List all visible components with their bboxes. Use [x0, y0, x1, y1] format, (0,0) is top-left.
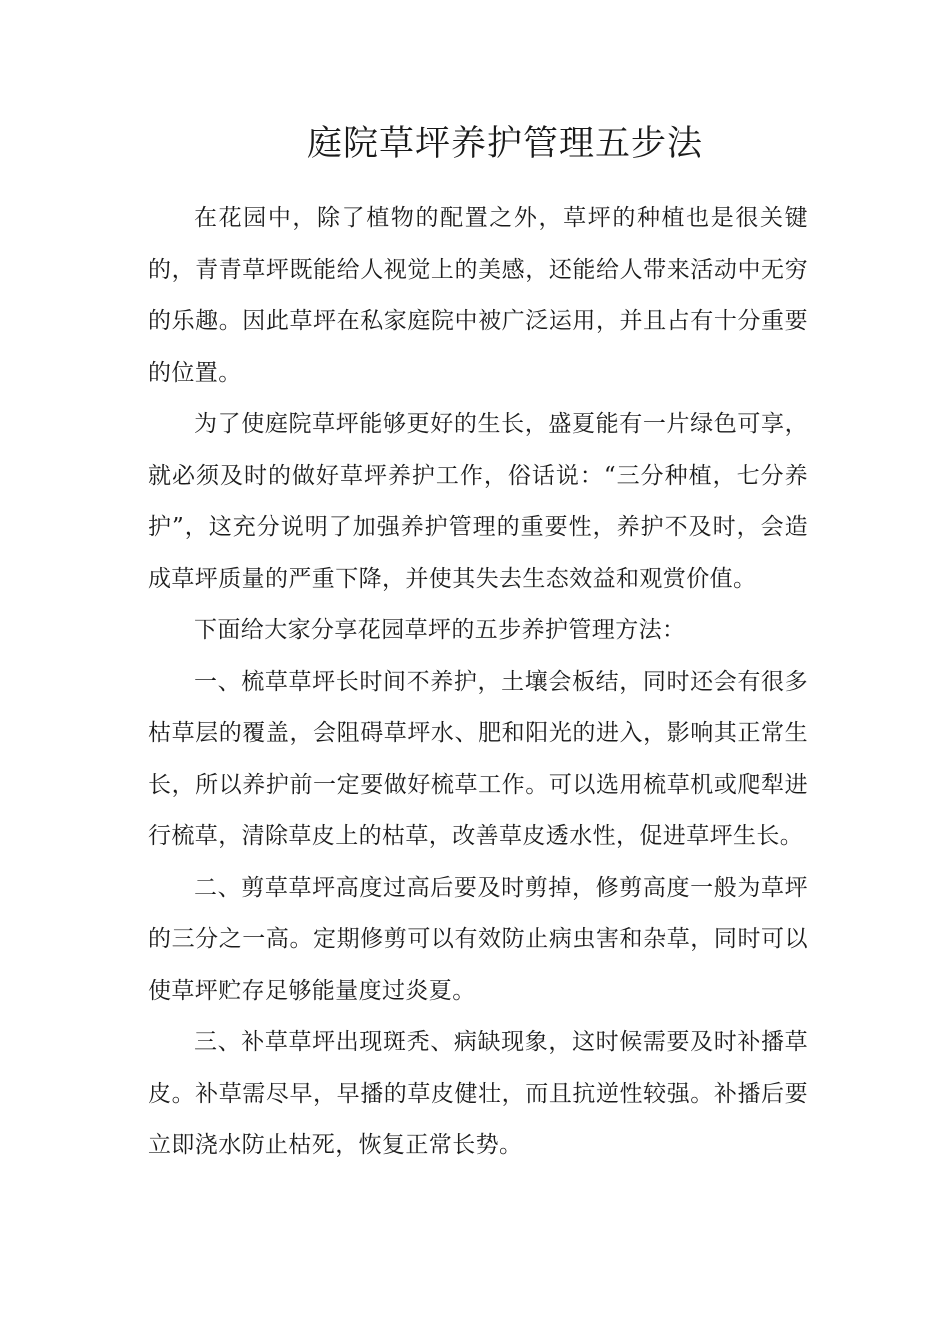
paragraph-importance: 为了使庭院草坪能够更好的生长，盛夏能有一片绿色可享，就必须及时的做好草坪养护工作，俗话说：“三分种植，七分养护”，这充分说明了加强养护管理的重要性，养护不及时，会造成草坪质量的严重下降，并使其失去生态效益和观赏价值。 — [148, 411, 808, 592]
paragraph-intro: 在花园中，除了植物的配置之外，草坪的种植也是很关键的，青青草坪既能给人视觉上的美感，还能给人带来活动中无穷的乐趣。因此草坪在私家庭院中被广泛运用，并且占有十分重要的位置。 — [148, 205, 808, 386]
document-title: 庭院草坪养护管理五步法 — [306, 124, 703, 164]
document-body — [148, 193, 808, 1172]
paragraph-step-2: 二、剪草草坪高度过高后要及时剪掉，修剪高度一般为草坪的三分之一高。定期修剪可以有效防止病虫害和杂草，同时可以使草坪贮存足够能量度过炎夏。 — [148, 874, 808, 1004]
paragraph-step-1: 一、梳草草坪长时间不养护，土壤会板结，同时还会有很多枯草层的覆盖，会阻碍草坪水、肥和阳光的进入，影响其正常生长，所以养护前一定要做好梳草工作。可以选用梳草机或爬犁进行梳草，清除草皮上的枯草，改善草皮透水性，促进草坪生长。 — [148, 668, 808, 849]
paragraph-step-3: 三、补草草坪出现斑秃、病缺现象，这时候需要及时补播草皮。补草需尽早，早播的草皮健壮，而且抗逆性较强。补播后要立即浇水防止枯死，恢复正常长势。 — [148, 1029, 808, 1158]
paragraph-lead-in: 下面给大家分享花园草坪的五步养护管理方法： — [194, 617, 686, 643]
